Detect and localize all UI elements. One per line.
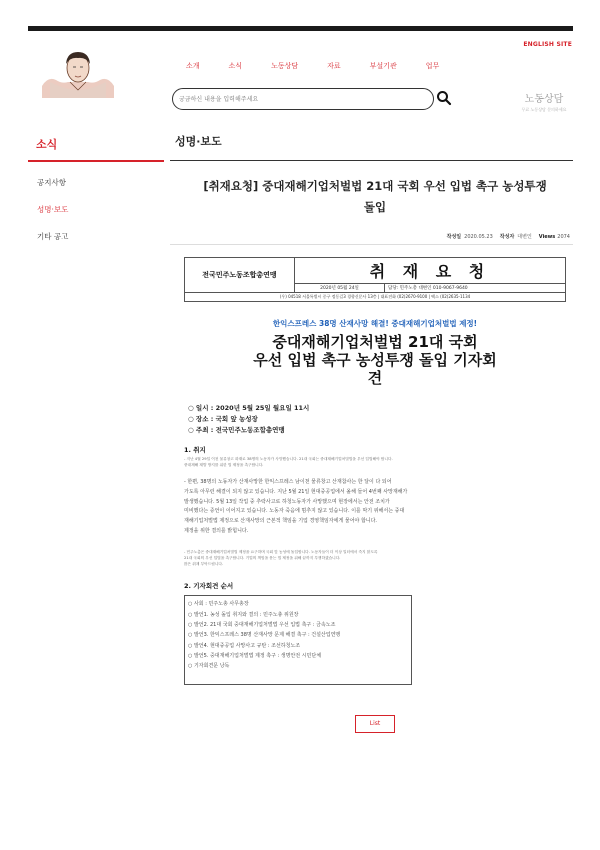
post-title	[185, 176, 565, 218]
section-purpose-title: 1. 취지	[184, 446, 206, 454]
purpose-fine-print	[184, 456, 566, 468]
search-icon[interactable]	[436, 90, 452, 106]
post-meta	[447, 233, 570, 240]
press-heading: 취 재 요 청	[295, 258, 566, 284]
event-info	[184, 403, 566, 436]
fine-line: 중대재해 재발 방지를 위한 법 제정을 촉구합니다.	[184, 463, 264, 467]
portrait-logo[interactable]	[36, 46, 120, 98]
body-line: - 한편, 38명의 노동자가 산재사망한 한익스프레스 남이천 물류창고 산재참사는 한 달이 다 되어	[184, 479, 392, 485]
list-button[interactable]: List	[355, 715, 395, 733]
headline-line-2: 우선 입법 촉구 농성투쟁 돌입 기자회	[253, 351, 497, 369]
body-line: 가도록 아무런 해결이 되지 않고 있습니다. 지난 5월 21일 현대중공업에서 올해 들어 4번째 사망재해가	[184, 488, 408, 495]
post-author: 대변인	[517, 234, 532, 240]
press-date: 2020년 05월 24일	[295, 284, 385, 293]
press-org: 전국민주노동조합총연맹	[185, 258, 295, 293]
nav-item-resources[interactable]: 자료	[327, 62, 341, 70]
nav-item-institutes[interactable]: 부설기관	[369, 62, 397, 70]
fine-line: 21대 국회의 우선 입법을 촉구합니다. 기업의 책임을 묻는 법 제정을 위해 끝까지 투쟁하겠습니다.	[184, 555, 341, 560]
body-line: 재해기업처벌법 제정으로 산재사망의 근본적 책임을 기업 경영책임자에게 물어야 합니다.	[184, 518, 378, 525]
fine-line: 많은 취재 부탁드립니다.	[184, 562, 224, 567]
order-box	[184, 595, 412, 685]
post-date: 2020.05.23	[464, 234, 493, 240]
section-order-title: 2. 기자회견 순서	[184, 582, 234, 591]
sidebar-menu	[37, 177, 68, 258]
sidebar-item-notice[interactable]: 공지사항	[37, 178, 66, 187]
body-line: 미비했다는 증언이 이어지고 있습니다. 노동자 죽음에 멈추지 않고 있습니다. 이를 막기 위해서는 중대	[184, 508, 405, 515]
top-bar	[28, 26, 573, 31]
order-item: ○ 발언4. 현대중공업 사망사고 규탄 : 조선하청노조	[188, 642, 301, 649]
consult-subtitle: 무료 노동상담 문의하세요	[521, 107, 567, 112]
views-label: Views	[538, 234, 556, 240]
order-item: ○ 사회 : 민주노총 사무총장	[188, 601, 249, 608]
search-box	[172, 88, 434, 110]
sidebar-item-statements[interactable]: 성명·보도	[37, 205, 69, 214]
date-label: 작성일	[446, 234, 462, 240]
event-host: ○ 주최 : 전국민주노동조합총연맹	[188, 426, 285, 434]
body-line: 제정을 위한 결의를 밝힙니다.	[184, 527, 249, 534]
meta-divider	[170, 244, 573, 245]
press-header-table	[184, 257, 566, 302]
consult-title: 노동상담	[524, 94, 564, 105]
order-item: ○ 기자회견문 낭독	[188, 663, 230, 670]
post-views: 2074	[557, 234, 570, 240]
press-release	[184, 257, 566, 685]
page-title: 성명·보도	[175, 135, 222, 148]
body-line: 발생했습니다. 5월 13일 작업 중 추락사고로 하청노동자가 사망했으며 현장에서는 안전 조치가	[184, 498, 390, 505]
event-place: ○ 장소 : 국회 앞 농성장	[188, 415, 258, 423]
press-footer: (우) 04518 서울특별시 중구 정동길3 경향신문사 13층 | 대표전화 (02)2670-9100 | 팩스 (02)2635-1134	[185, 293, 566, 302]
post-title-line-1: [취재요청] 중대재해기업처벌법 21대 국회 우선 입법 촉구 농성투쟁	[203, 179, 547, 193]
order-item: ○ 발언1. 농성 돌입 취지와 결의 : 민주노총 위원장	[188, 611, 299, 618]
nav-item-work[interactable]: 업무	[425, 62, 440, 70]
nav-item-consult[interactable]: 노동상담	[271, 62, 299, 70]
sidebar-item-other[interactable]: 기타 공고	[37, 232, 69, 241]
search-input[interactable]	[179, 92, 419, 106]
headline-subtitle: 한익스프레스 38명 산재사망 해결! 중대재해기업처벌법 제정!	[272, 319, 478, 328]
headline	[184, 333, 566, 387]
order-item: ○ 발언3. 한익스프레스 38명 산재사망 문제 해결 촉구 : 건설산업연맹	[188, 632, 341, 639]
consult-link[interactable]	[514, 90, 574, 113]
nav-item-news[interactable]: 소식	[228, 62, 243, 70]
headline-line-1: 중대재해기업처벌법 21대 국회	[272, 333, 478, 351]
author-label: 작성자	[499, 234, 515, 240]
purpose-fine-print-2	[184, 549, 566, 568]
sidebar-title: 소식	[36, 138, 58, 151]
nav-item-about[interactable]: 소개	[186, 62, 200, 70]
order-item: ○ 발언2. 21대 국회 중대재해기업처벌법 우선 입법 촉구 : 금속노조	[188, 621, 336, 628]
order-item: ○ 발언5. 중대재해기업처벌법 제정 촉구 : 생명안전 시민단체	[188, 652, 322, 659]
fine-line: - 지난 4월 29일 이천 물류창고 화재로 38명의 노동자가 사망했습니다. 21대 국회는 중대재해기업처벌법을 우선 입법해야 합니다.	[184, 457, 393, 461]
title-divider	[170, 160, 573, 161]
post-title-line-2: 돌입	[363, 200, 387, 214]
press-contact: 담당: 민주노총 대변인 010-9067-9640	[385, 284, 566, 293]
event-time: ○ 일시 : 2020년 5월 25일 월요일 11시	[188, 404, 310, 412]
headline-line-3: 견	[367, 369, 383, 387]
main-nav	[186, 61, 468, 71]
sidebar-divider	[28, 160, 164, 162]
fine-line: - 민주노총은 중대재해기업처벌법 제정을 요구하며 국회 앞 농성에 돌입합니다. 노동자들이 더 이상 일터에서 죽지 않도록	[184, 549, 378, 554]
purpose-body	[184, 478, 566, 537]
english-site-link[interactable]: ENGLISH SITE	[523, 41, 572, 48]
